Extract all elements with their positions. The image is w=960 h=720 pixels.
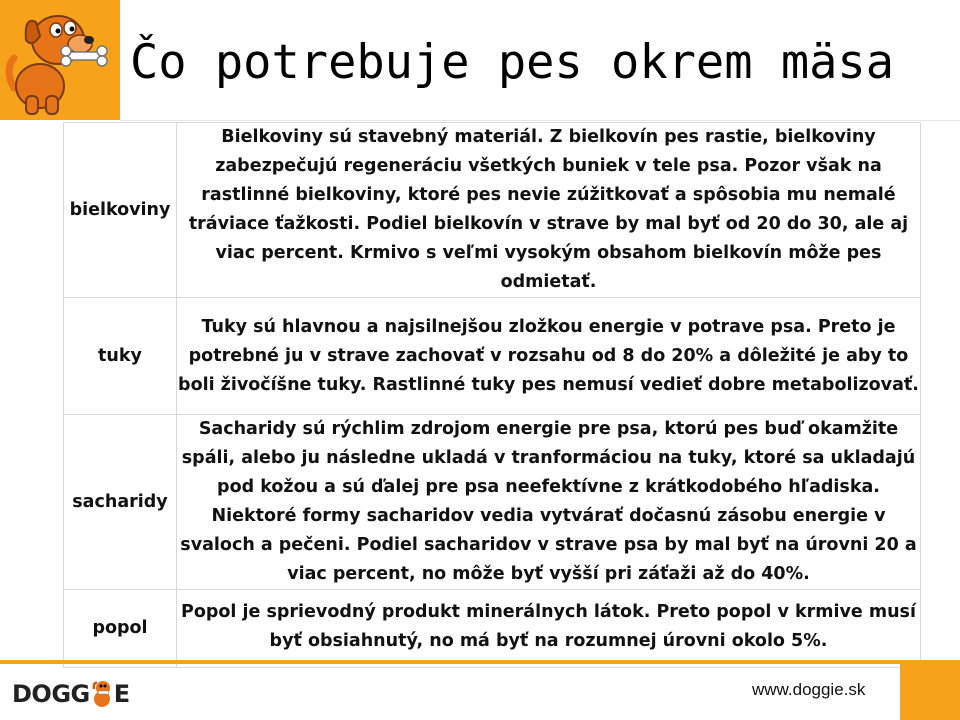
table-row xyxy=(64,298,921,415)
dog-mascot-icon xyxy=(0,0,120,120)
title-divider xyxy=(120,120,960,121)
footer-brand-logo xyxy=(12,677,130,711)
nutrition-table xyxy=(63,122,921,668)
table-row xyxy=(64,123,921,298)
small-dog-icon xyxy=(91,679,113,709)
table-row xyxy=(64,590,921,668)
description-cell: Tuky sú hlavnou a najsilnejšou zložkou energie v potrave psa. Preto je potrebné ju v strave zachovať v rozsahu od 8 do 20% a dôležité je aby to boli živočíšne tuky. Rastlinné tuky pes nemusí vedieť dobre metabolizovať. xyxy=(176,298,920,415)
brand-text-right: E xyxy=(113,680,130,708)
term-cell: bielkoviny xyxy=(64,123,177,298)
description-cell: Bielkoviny sú stavebný materiál. Z bielkovín pes rastie, bielkoviny zabezpečujú regeneráciu všetkých buniek v tele psa. Pozor však na rastlinné bielkoviny, ktoré pes nevie zúžitkovať a spôsobia mu nemalé tráviace ťažkosti. Podiel bielkovín v strave by mal byť od 20 do 30, ale aj viac percent. Krmivo s veľmi vysokým obsahom bielkovín môže pes odmietať. xyxy=(176,123,920,298)
term-cell: sacharidy xyxy=(64,415,177,590)
footer-corner-block xyxy=(900,660,960,720)
term-cell: tuky xyxy=(64,298,177,415)
description-cell: Sacharidy sú rýchlim zdrojom energie pre psa, ktorú pes buď okamžite spáli, alebo ju následne ukladá v tranformáciou na tuky, ktoré sa ukladajú pod kožou a sú ďalej pre psa neefektívne z krátkodobého hľadiska. Niektoré formy sacharidov vedia vytvárať dočasnú zásobu energie v svaloch a pečeni. Podiel sacharidov v strave psa by mal byť na úrovni 20 a viac percent, no môže byť vyšší pri záťaži až do 40%. xyxy=(176,415,920,590)
page-title: Čo potrebuje pes okrem mäsa xyxy=(130,35,895,90)
website-url[interactable]: www.doggie.sk xyxy=(752,680,866,699)
description-cell: Popol je sprievodný produkt minerálnych látok. Preto popol v krmive musí byť obsiahnutý, no má byť na rozumnej úrovni okolo 5%. xyxy=(176,590,920,668)
table-row xyxy=(64,415,921,590)
header-logo-block xyxy=(0,0,120,120)
brand-text-left: DOGG xyxy=(12,680,90,708)
footer-divider xyxy=(0,660,960,664)
term-cell: popol xyxy=(64,590,177,668)
